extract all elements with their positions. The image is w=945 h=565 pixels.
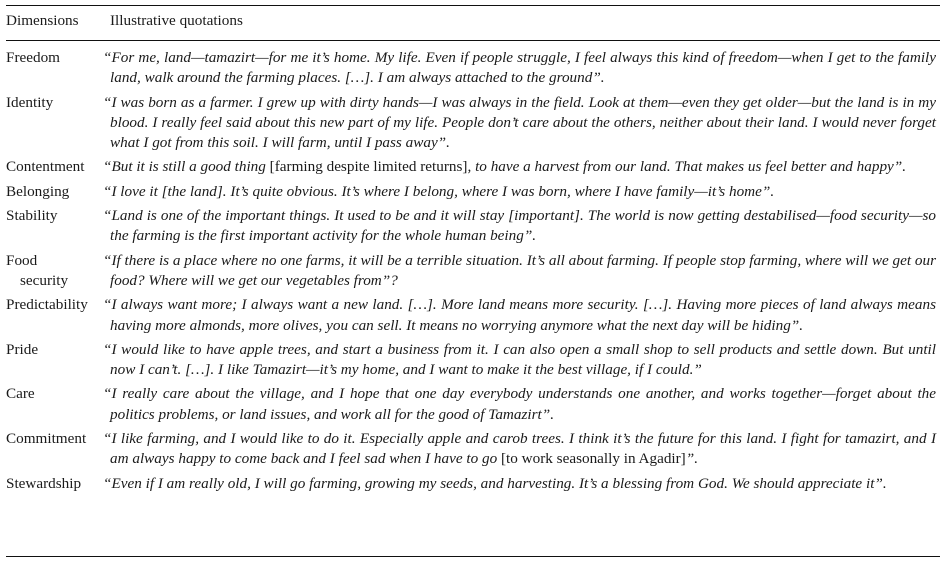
table-row <box>0 157 945 177</box>
dimension-cell: Stewardship <box>6 474 82 492</box>
table-header-rule <box>6 40 940 41</box>
dimension-cell: Belonging <box>6 182 70 200</box>
dimension-cell: Freedom <box>6 49 60 66</box>
table-row <box>0 429 945 470</box>
quotation-part: , to have a harvest from our land. That makes us feel better and happy”. <box>467 158 907 176</box>
table-row <box>0 182 945 202</box>
table-top-rule <box>6 5 940 6</box>
table-row <box>0 251 945 292</box>
table-row <box>0 295 945 336</box>
quotation-cell: “I love it [the land]. It’s quite obvious. It’s where I belong, where I was born, where I have family—it’s home”. <box>103 182 775 200</box>
quotation-cell: “If there is a place where no one farms, it will be a terrible situation. It’s all about farming. If people stop farming, where will we get our food? Where will we get our vegetables from”? <box>103 251 936 289</box>
header-illustrative-quotations: Illustrative quotations <box>110 12 243 29</box>
quotation-cell: “Even if I am really old, I will go farming, growing my seeds, and harvesting. It’s a blessing from God. We should appreciate it”. <box>103 474 887 492</box>
quotation-cell: “I was born as a farmer. I grew up with dirty hands—I was always in the field. Look at them—even they get older—but the land is in my blood. I really feel said about this new part of my life. People don’t care about the others, neither about their land. I would never forget what I got from this soil. I will farm, until I pass away”. <box>103 93 936 152</box>
dimension-cell: Pride <box>6 340 39 358</box>
table-row <box>0 93 945 154</box>
quotation-cell <box>103 429 936 470</box>
table-row <box>0 474 945 494</box>
quotation-cell: “I always want more; I always want a new land. […]. More land means more security. […]. Having more pieces of land always means having more almonds, more olives, you can sell. It means no worrying anymore what the next day will be hiding”. <box>103 296 936 334</box>
quotation-bracket-note: [to work seasonally in Agadir] <box>501 450 686 468</box>
table-row <box>0 48 945 89</box>
dimension-line: security <box>20 271 69 289</box>
dimension-cell: Commitment <box>6 430 87 448</box>
dimension-cell: Stability <box>6 207 58 225</box>
dimension-cell: Care <box>6 385 35 403</box>
table-row <box>0 206 945 247</box>
table-body <box>0 48 945 498</box>
dimension-cell: Identity <box>6 93 54 111</box>
quotation-cell: “I really care about the village, and I hope that one day everybody understands one another, and works together—forget about the politics problems, or land issues, and work all for the good of Tamazirt”. <box>103 385 936 423</box>
quotation-cell: “Land is one of the important things. It used to be and it will stay [important]. The world is now getting destabilised—food security—so the farming is the first important activity for the whole human being”. <box>103 207 936 245</box>
dimension-cell <box>0 251 110 292</box>
quotation-bracket-note: [farming despite limited returns] <box>269 158 468 176</box>
dimension-line: Food <box>6 251 38 269</box>
header-dimensions: Dimensions <box>6 12 79 29</box>
quotation-cell: “I would like to have apple trees, and start a business from it. I can also open a small shop to sell products and settle down. But until now I can’t. […]. I like Tamazirt—it’s my home, and I want to make it the best village, if I could.” <box>103 340 936 379</box>
dimension-cell: Predictability <box>6 296 88 314</box>
quotation-cell <box>103 157 936 177</box>
table-row <box>0 384 945 425</box>
quotation-part: “But it is still a good thing <box>103 158 270 176</box>
quotation-part: “I like farming, and I would like to do it. Especially apple and carob trees. I think it’s the future for this land. I fight for tamazirt, and I am always happy to come back and I feel sad when I have to go <box>103 430 936 468</box>
dimension-cell: Contentment <box>6 158 85 176</box>
quotation-cell: “For me, land—tamazirt—for me it’s home. My life. Even if people struggle, I feel always this kind of freedom—when I get to the family land, walk around the farming places. […]. I am always attached to the ground”. <box>103 49 936 87</box>
quotation-part: ”. <box>685 450 698 468</box>
table-row <box>0 340 945 381</box>
table-bottom-rule <box>6 556 940 557</box>
